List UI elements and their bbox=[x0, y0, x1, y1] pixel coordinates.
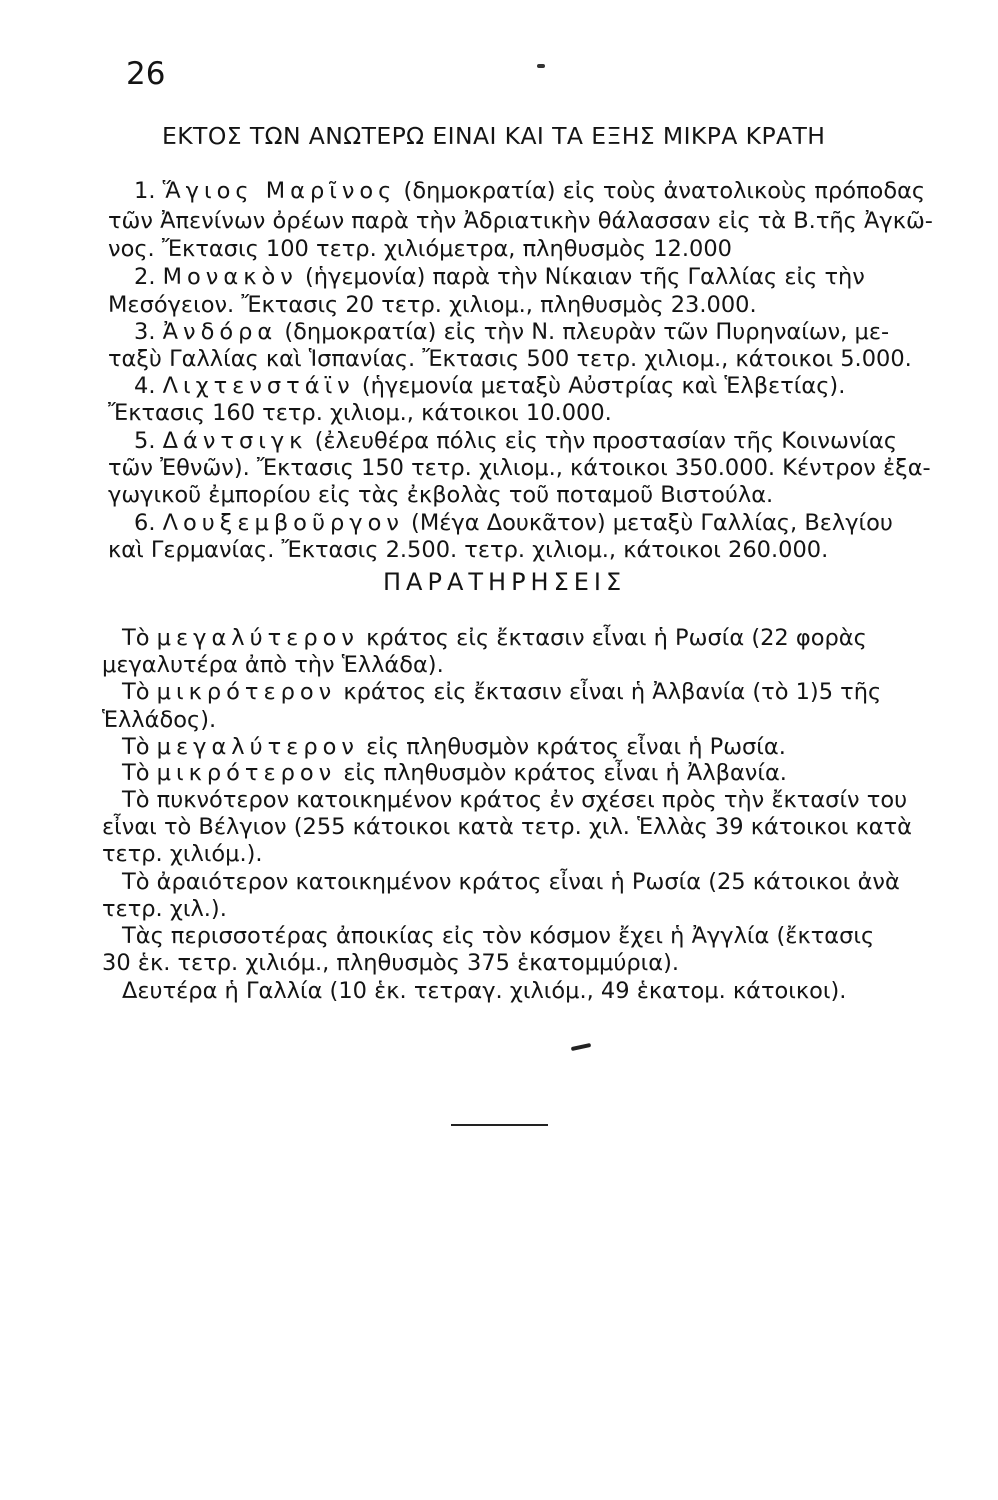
observation-4-prefix: Τὸ bbox=[122, 760, 157, 786]
state-2-description: (ἡγεμονία) παρὰ τὴν Νίκαιαν τῆς Γαλλίας εἰς τὴν bbox=[297, 264, 865, 290]
observation-5-line-1: Τὸ πυκνότερον κατοικημένον κράτος ἐν σχέσει πρὸς τὴν ἔκτασίν του bbox=[122, 787, 908, 813]
state-1-line-3: νος. Ἔκτασις 100 τετρ. χιλιόμετρα, πληθυσμὸς 12.000 bbox=[108, 236, 732, 262]
observation-1-line-2: μεγαλυτέρα ἀπὸ τὴν Ἑλλάδα). bbox=[102, 652, 444, 678]
observation-2-text: κράτος εἰς ἔκτασιν εἶναι ἡ Ἀλβανία (τὸ 1)5 τῆς bbox=[336, 679, 882, 705]
state-4-name: Λιχτενστάϊν bbox=[162, 373, 355, 399]
state-5-number: 5. bbox=[134, 428, 163, 454]
state-2-line-1 bbox=[134, 262, 865, 292]
state-4-line-1 bbox=[134, 371, 845, 401]
state-1-name: Ἅγιος Μαρῖνος bbox=[162, 178, 397, 204]
observation-4-text: εἰς πληθυσμὸν κράτος εἶναι ἡ Ἀλβανία. bbox=[336, 760, 787, 786]
page-number: 26 bbox=[126, 56, 166, 92]
observation-3-text: εἰς πληθυσμὸν κράτος εἶναι ἡ Ρωσία. bbox=[358, 734, 786, 760]
observation-3-prefix: Τὸ bbox=[122, 734, 157, 760]
state-3-description: (δημοκρατία) εἰς τὴν Ν. πλευρὰν τῶν Πυρηναίων, με- bbox=[277, 319, 890, 345]
observation-7-line-1: Τὰς περισσοτέρας ἀποικίας εἰς τὸν κόσμον ἔχει ἡ Ἀγγλία (ἔκτασις bbox=[122, 923, 875, 949]
section-rule bbox=[451, 1124, 548, 1126]
state-1-line-2: τῶν Ἀπενίνων ὀρέων παρὰ τὴν Ἀδριατικὴν θάλασσαν εἰς τὰ Β.τῆς Ἀγκῶ- bbox=[108, 208, 933, 234]
observation-1-line-1 bbox=[122, 623, 867, 653]
observation-6-line-2: τετρ. χιλ.). bbox=[102, 896, 227, 922]
observations-heading: ΠΑΡΑΤΗΡΗΣΕΙΣ bbox=[383, 568, 627, 596]
observation-6-line-1: Τὸ ἀραιότερον κατοικημένον κράτος εἶναι ἡ Ρωσία (25 κάτοικοι ἀνὰ bbox=[122, 869, 900, 895]
state-5-name: Δάντσιγκ bbox=[162, 428, 308, 454]
observation-4-emphasis: μικρότερον bbox=[156, 760, 337, 786]
state-6-number: 6. bbox=[134, 510, 163, 536]
state-6-line-1 bbox=[134, 508, 893, 538]
ink-speck bbox=[537, 64, 545, 68]
state-3-line-2: ταξὺ Γαλλίας καὶ Ἱσπανίας. Ἔκτασις 500 τετρ. χιλιομ., κάτοικοι 5.000. bbox=[108, 346, 912, 372]
state-2-name: Μονακὸν bbox=[162, 264, 298, 290]
state-4-line-2: Ἔκτασις 160 τετρ. χιλιομ., κάτοικοι 10.000. bbox=[108, 400, 612, 426]
observation-1-prefix: Τὸ bbox=[122, 625, 157, 651]
state-5-description: (ἐλευθέρα πόλις εἰς τὴν προστασίαν τῆς Κοινωνίας bbox=[307, 428, 898, 454]
observation-5-line-2: εἶναι τὸ Βέλγιον (255 κάτοικοι κατὰ τετρ. χιλ. Ἑλλὰς 39 κάτοικοι κατὰ bbox=[102, 814, 912, 840]
ink-mark bbox=[571, 1043, 591, 1051]
observation-8-line-1: Δευτέρα ἡ Γαλλία (10 ἑκ. τετραγ. χιλιόμ., 49 ἑκατομ. κάτοικοι). bbox=[122, 978, 847, 1004]
state-3-name: Ἀνδόρα bbox=[162, 319, 278, 345]
observation-1-emphasis: μεγαλύτερον bbox=[156, 625, 359, 651]
state-5-line-3: γωγικοῦ ἐμπορίου εἰς τὰς ἐκβολὰς τοῦ ποταμοῦ Βιστούλα. bbox=[108, 482, 774, 508]
state-3-number: 3. bbox=[134, 319, 163, 345]
observation-7-line-2: 30 ἑκ. τετρ. χιλιόμ., πληθυσμὸς 375 ἑκατομμύρια). bbox=[102, 950, 680, 976]
observation-2-prefix: Τὸ bbox=[122, 679, 157, 705]
state-2-number: 2. bbox=[134, 264, 163, 290]
state-6-name: Λουξεμβοῦργον bbox=[162, 510, 404, 536]
state-1-line-1 bbox=[134, 176, 925, 206]
observation-3-emphasis: μεγαλύτερον bbox=[156, 734, 359, 760]
state-3-line-1 bbox=[134, 317, 889, 347]
state-5-line-1 bbox=[134, 426, 897, 456]
observation-2-line-1 bbox=[122, 677, 881, 707]
state-6-description: (Μέγα Δουκᾶτον) μεταξὺ Γαλλίας, Βελγίου bbox=[403, 510, 893, 536]
state-6-line-2: καὶ Γερμανίας. Ἔκτασις 2.500. τετρ. χιλιομ., κάτοικοι 260.000. bbox=[108, 537, 829, 563]
observation-2-emphasis: μικρότερον bbox=[156, 679, 337, 705]
state-4-number: 4. bbox=[134, 373, 163, 399]
state-4-description: (ἡγεμονία μεταξὺ Αὐστρίας καὶ Ἑλβετίας). bbox=[354, 373, 846, 399]
state-1-number: 1. bbox=[134, 178, 163, 204]
state-2-line-2: Μεσόγειον. Ἔκτασις 20 τετρ. χιλιομ., πληθυσμὸς 23.000. bbox=[108, 292, 757, 318]
observation-1-text: κράτος εἰς ἔκτασιν εἶναι ἡ Ρωσία (22 φορὰς bbox=[358, 625, 867, 651]
state-5-line-2: τῶν Ἐθνῶν). Ἔκτασις 150 τετρ. χιλιομ., κάτοικοι 350.000. Κέντρον ἐξα- bbox=[108, 455, 931, 481]
section-heading: ΕΚΤΟΣ ΤΩΝ ΑΝΩΤΕΡΩ ΕΙΝΑΙ ΚΑΙ ΤΑ ΕΞΗΣ ΜΙΚΡΑ ΚΡΑΤΗ bbox=[162, 122, 826, 150]
observation-2-line-2: Ἑλλάδος). bbox=[102, 707, 217, 733]
state-1-description: (δημοκρατία) εἰς τοὺς ἀνατολικοὺς πρόποδας bbox=[396, 178, 926, 204]
observation-4-line-1 bbox=[122, 758, 787, 788]
observation-5-line-3: τετρ. χιλιόμ.). bbox=[102, 841, 263, 867]
